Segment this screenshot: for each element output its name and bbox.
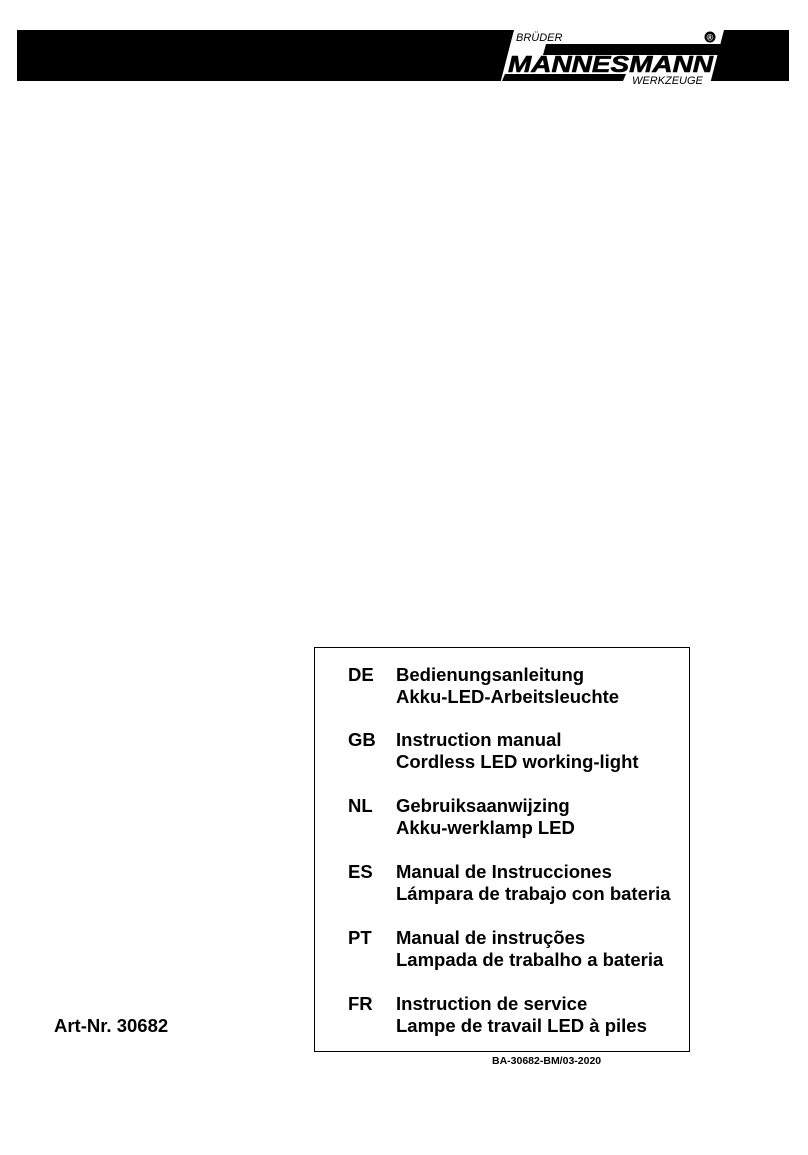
manual-title: Manual de Instrucciones [396, 861, 612, 882]
product-name: Akku-LED-Arbeitsleuchte [396, 686, 620, 707]
logo-top-text: BRÜDER [516, 32, 563, 44]
document-code: BA-30682-BM/03-2020 [492, 1055, 602, 1067]
product-name: Lampada de trabalho a bateria [396, 949, 664, 970]
logo-bottom-text: WERKZEUGE [632, 75, 703, 87]
article-number: Art-Nr. 30682 [54, 1015, 169, 1036]
language-code: DE [348, 664, 374, 685]
manual-title: Bedienungsanleitung [396, 664, 585, 685]
brand-logo [500, 26, 730, 88]
language-code: FR [348, 993, 373, 1014]
logo-brand-text: MANNESMANN [508, 51, 714, 77]
registered-mark: ® [706, 32, 714, 43]
manual-title: Instruction de service [396, 993, 588, 1014]
manual-title: Gebruiksaanwijzing [396, 795, 570, 816]
language-code: NL [348, 795, 373, 816]
manual-title: Manual de instruções [396, 927, 586, 948]
language-list-box [314, 647, 690, 1052]
product-name: Lampe de travail LED à piles [396, 1015, 647, 1036]
manual-title: Instruction manual [396, 729, 562, 750]
product-name: Cordless LED working-light [396, 751, 639, 772]
language-code: GB [348, 729, 376, 750]
product-name: Lámpara de trabajo con bateria [396, 883, 671, 904]
language-code: PT [348, 927, 372, 948]
product-name: Akku-werklamp LED [396, 817, 575, 838]
language-code: ES [348, 861, 373, 882]
